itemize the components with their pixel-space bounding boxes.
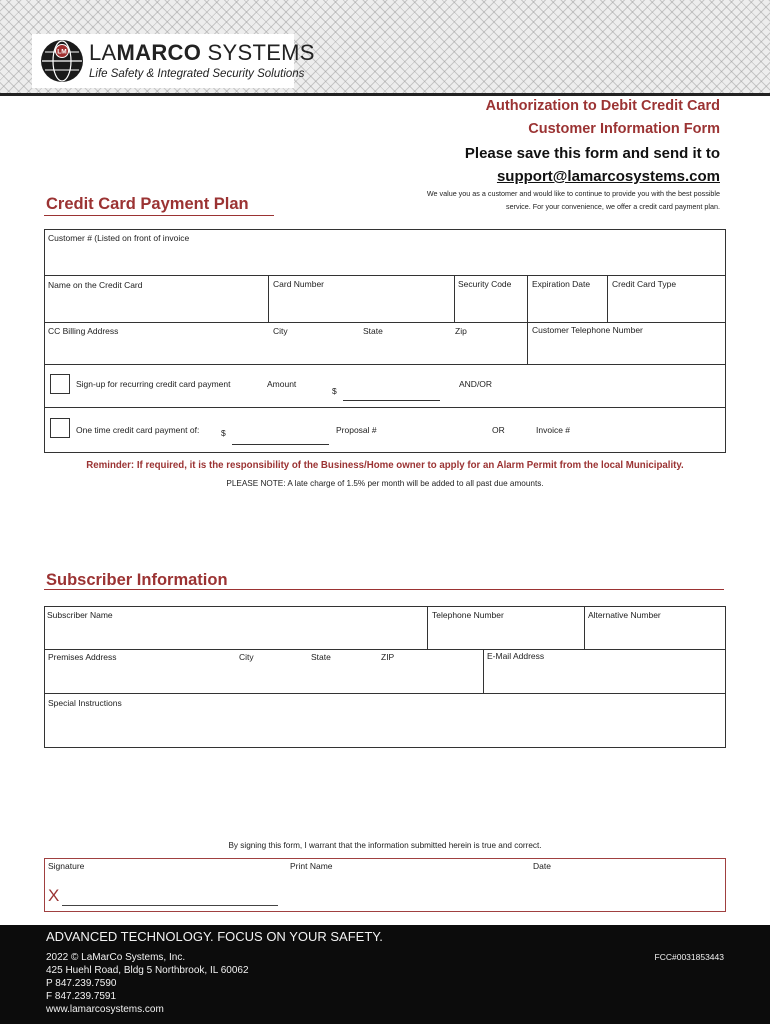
billing-address-field[interactable]: CC Billing Address: [48, 326, 119, 336]
and-or-label: AND/OR: [459, 379, 493, 389]
telephone-field[interactable]: Telephone Number: [432, 610, 504, 620]
name-on-card-field[interactable]: Name on the Credit Card: [48, 280, 143, 290]
amount-label: Amount: [267, 379, 297, 389]
warrant-statement: By signing this form, I warrant that the information submitted herein is true and correct.: [228, 841, 542, 850]
globe-logo-icon: [40, 39, 84, 83]
state-field[interactable]: State: [363, 326, 383, 336]
expiration-date-field[interactable]: Expiration Date: [532, 279, 591, 289]
row-divider: [44, 275, 726, 276]
or-label: OR: [492, 425, 505, 435]
email-address-field[interactable]: E-Mail Address: [487, 651, 545, 661]
footer-address: 425 Huehl Road, Bldg 5 Northbrook, IL 60062: [46, 965, 249, 976]
col-divider: [527, 275, 528, 364]
premises-zip-field[interactable]: ZIP: [381, 652, 395, 662]
brand-tagline: Life Safety & Integrated Security Solutions: [89, 68, 305, 80]
col-divider: [427, 606, 428, 649]
premises-city-field[interactable]: City: [239, 652, 254, 662]
row-divider: [44, 364, 726, 365]
footer-fcc-number: FCC#0031853443: [654, 952, 724, 962]
row-divider: [44, 407, 726, 408]
one-time-payment-checkbox[interactable]: [50, 418, 70, 438]
late-charge-note: PLEASE NOTE: A late charge of 1.5% per month will be added to all past due amounts.: [226, 479, 544, 488]
col-divider: [483, 649, 484, 693]
customer-number-field[interactable]: Customer # (Listed on front of invoice: [48, 233, 190, 243]
subscriber-info-title: Subscriber Information: [46, 571, 228, 589]
row-divider: [44, 693, 726, 694]
col-divider: [454, 275, 455, 322]
header-divider: [0, 93, 770, 96]
support-email-link[interactable]: support@lamarcosystems.com: [496, 168, 720, 185]
row-divider: [44, 649, 726, 650]
signature-field[interactable]: Signature: [48, 861, 85, 871]
footer-tagline: ADVANCED TECHNOLOGY. FOCUS ON YOUR SAFETY.: [46, 929, 383, 944]
footer-copyright: 2022 © LaMarCo Systems, Inc.: [46, 952, 186, 963]
alarm-permit-reminder: Reminder: If required, it is the responsibility of the Business/Home owner to apply for an Alarm Permit from the local Municipality.: [86, 460, 684, 471]
col-divider: [607, 275, 608, 322]
signature-line[interactable]: [62, 905, 278, 906]
payment-plan-title: Credit Card Payment Plan: [46, 195, 249, 213]
logo-mark-text: LM: [57, 48, 67, 56]
card-type-field[interactable]: Credit Card Type: [612, 279, 677, 289]
send-instruction: Please save this form and send it to: [464, 145, 720, 162]
premises-address-field[interactable]: Premises Address: [48, 652, 117, 662]
customer-phone-field[interactable]: Customer Telephone Number: [532, 325, 643, 335]
alternative-number-field[interactable]: Alternative Number: [588, 610, 661, 620]
security-code-field[interactable]: Security Code: [458, 279, 512, 289]
form-subtitle: Customer Information Form: [528, 121, 720, 137]
footer-website-link[interactable]: www.lamarcosystems.com: [46, 1004, 164, 1015]
brand-name-suffix: SYSTEMS: [201, 40, 315, 65]
payment-plan-rule: [44, 215, 274, 216]
intro-text-1: We value you as a customer and would like to continue to provide you with the best possible: [426, 189, 720, 198]
date-field[interactable]: Date: [533, 861, 551, 871]
one-time-dollar-sign: $: [221, 428, 226, 438]
signature-box: [44, 858, 726, 912]
recurring-payment-checkbox[interactable]: [50, 374, 70, 394]
form-title: Authorization to Debit Credit Card: [485, 98, 720, 114]
amount-input[interactable]: [343, 400, 440, 401]
print-name-field[interactable]: Print Name: [290, 861, 333, 871]
proposal-number-field[interactable]: Proposal #: [336, 425, 377, 435]
subscriber-name-field[interactable]: Subscriber Name: [47, 610, 113, 620]
card-number-field[interactable]: Card Number: [273, 279, 325, 289]
subscriber-info-rule: [44, 589, 724, 590]
zip-field[interactable]: Zip: [455, 326, 467, 336]
row-divider: [44, 322, 726, 323]
invoice-number-field[interactable]: Invoice #: [536, 425, 571, 435]
recurring-payment-label: Sign-up for recurring credit card payment: [76, 379, 231, 389]
signature-x-mark: X: [48, 886, 60, 905]
premises-state-field[interactable]: State: [311, 652, 331, 662]
special-instructions-field[interactable]: Special Instructions: [48, 698, 122, 708]
brand-name-light: LA: [89, 40, 117, 65]
one-time-amount-input[interactable]: [232, 444, 329, 445]
one-time-payment-label: One time credit card payment of:: [76, 425, 200, 435]
city-field[interactable]: City: [273, 326, 288, 336]
brand-name: [89, 40, 315, 66]
amount-dollar-sign: $: [332, 386, 337, 396]
footer: [0, 925, 770, 1024]
intro-text-2: service. For your convenience, we offer a credit card payment plan.: [506, 202, 720, 211]
col-divider: [268, 275, 269, 322]
brand-name-bold: MARCO: [116, 40, 202, 65]
footer-phone: P 847.239.7590: [46, 978, 117, 989]
subscriber-table: [44, 606, 726, 748]
col-divider: [584, 606, 585, 649]
payment-plan-table: [44, 229, 726, 453]
footer-fax: F 847.239.7591: [46, 991, 117, 1002]
